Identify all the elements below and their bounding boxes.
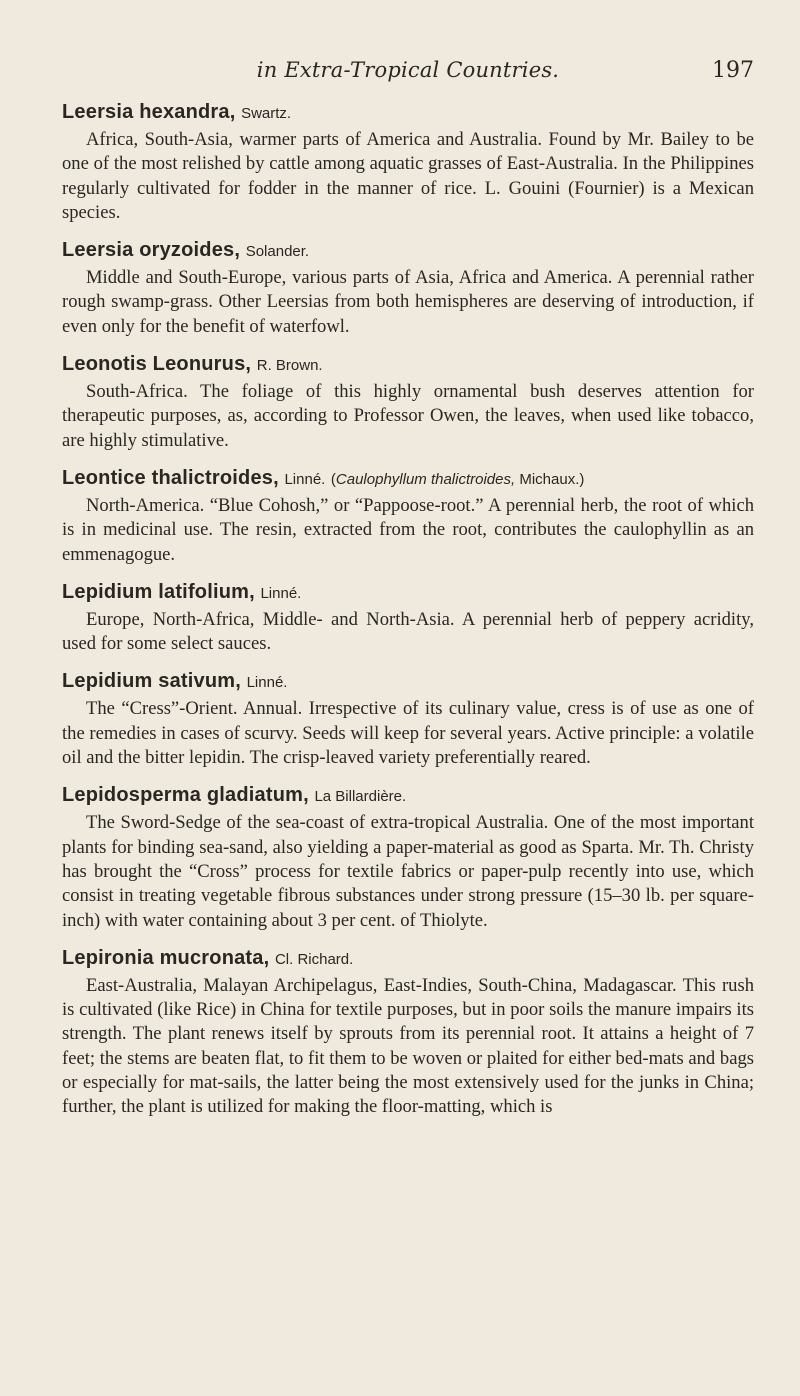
species-author: La Billardière. (314, 788, 407, 806)
species-author: Linné. (260, 584, 302, 602)
entry-lepidosperma-gladiatum (62, 781, 754, 932)
entry-leontice-thalictroides (62, 464, 754, 567)
entry-leonotis-leonurus (62, 350, 754, 453)
entry-heading (62, 667, 754, 697)
entry-text: The “Cress”-Orient. Annual. Irrespective of its culinary value, cress is of use as one of the remedies in cases of scurvy. Seeds will keep for several years. Active principle: a volatile oil and the bitter lepidin. The crisp-leaved variety preferentially reared. (62, 698, 754, 769)
entry-lepidium-sativum (62, 667, 754, 770)
running-title: in Extra-Tropical Countries. (256, 58, 560, 82)
entry-heading (62, 464, 754, 494)
species-author: Linné. (246, 674, 288, 692)
species-author: Solander. (245, 243, 310, 261)
page-number: 197 (712, 58, 754, 83)
entry-text: Africa, South-Asia, warmer parts of America and Australia. Found by Mr. Bailey to be one of the most relished by cattle among aquatic grasses of East-Australia. In the Philippines regularly cultivated for fodder in the manner of rice. L. Gouini (Fournier) is a Mexican species. (62, 129, 754, 223)
entry-leersia-hexandra (62, 98, 754, 225)
species-name: Lepidium latifolium, (62, 580, 255, 603)
entry-lepironia-mucronata (62, 944, 754, 1120)
entry-text: South-Africa. The foliage of this highly ornamental bush deserves attention for therapeutic purposes, as, according to Professor Owen, the leaves, when used like tobacco, are highly stimulative. (62, 381, 754, 451)
synonym (331, 471, 584, 488)
species-name: Lepironia mucronata, (62, 946, 270, 969)
synonym-name: Caulophyllum thalictroides, (335, 470, 516, 488)
entry-heading (62, 350, 754, 380)
entry-text: Europe, North-Africa, Middle- and North-Asia. A perennial herb of peppery acridity, used for some select sauces. (62, 608, 754, 655)
entry-text: Middle and South-Europe, various parts of Asia, Africa and America. A perennial rather rough swamp-grass. Other Leersias from both hemispheres are deserving of introduction, if even only for the benefit of waterfowl. (62, 267, 754, 337)
species-author: Linné. (284, 470, 326, 488)
species-name: Lepidosperma gladiatum, (62, 784, 309, 807)
species-name: Lepidium sativum, (62, 670, 241, 693)
species-name: Leontice thalictroides, (62, 466, 279, 489)
entry-heading (62, 781, 754, 811)
entry-heading (62, 578, 754, 608)
book-page (62, 58, 754, 1131)
entry-heading (62, 944, 754, 974)
species-name: Leersia hexandra, (62, 101, 236, 123)
synonym-author: Michaux.) (519, 470, 585, 488)
species-name: Leonotis Leonurus, (62, 353, 252, 376)
species-author: Swartz. (241, 105, 292, 122)
synonym-open-paren: ( (330, 470, 336, 488)
species-name: Leersia oryzoides, (62, 239, 241, 262)
species-author: Cl. Richard. (274, 950, 354, 968)
entry-leersia-oryzoides (62, 236, 754, 339)
entry-text: East-Australia, Malayan Archipelagus, East-Indies, South-China, Madagascar. This rush is cultivated (like Rice) in China for textile purposes, but in poor soils the manure impairs its strength. The plant renews itself by sprouts from its perennial root. It attains a height of 7 feet; the stems are beaten flat, to fit them to be woven or plaited for either bed-mats and bags or especially for mat-sails, the latter being the most extensively used for the junks in China; further, the plant is utilized for making the floor-matting, which is (62, 974, 754, 1118)
running-header (62, 58, 754, 98)
entry-text: North-America. “Blue Cohosh,” or “Pappoose-root.” A perennial herb, the root of which is in medicinal use. The resin, extracted from the root, contributes the caulophyllin as an emmenagogue. (62, 494, 754, 565)
entry-heading (62, 98, 754, 128)
species-author: R. Brown. (256, 357, 323, 375)
entry-lepidium-latifolium (62, 578, 754, 657)
entry-text: The Sword-Sedge of the sea-coast of extra-tropical Australia. One of the most important plants for binding sea-sand, also yielding a paper-material as good as Sparta. Mr. Th. Christy has brought the “Cross” process for textile fabrics or paper-pulp recently into use, which consist in treating vegetable fibrous substances under strong pressure (15–30 lb. per square-inch) with water containing about 3 per cent. of Thiolyte. (62, 812, 754, 931)
entry-heading (62, 236, 754, 266)
